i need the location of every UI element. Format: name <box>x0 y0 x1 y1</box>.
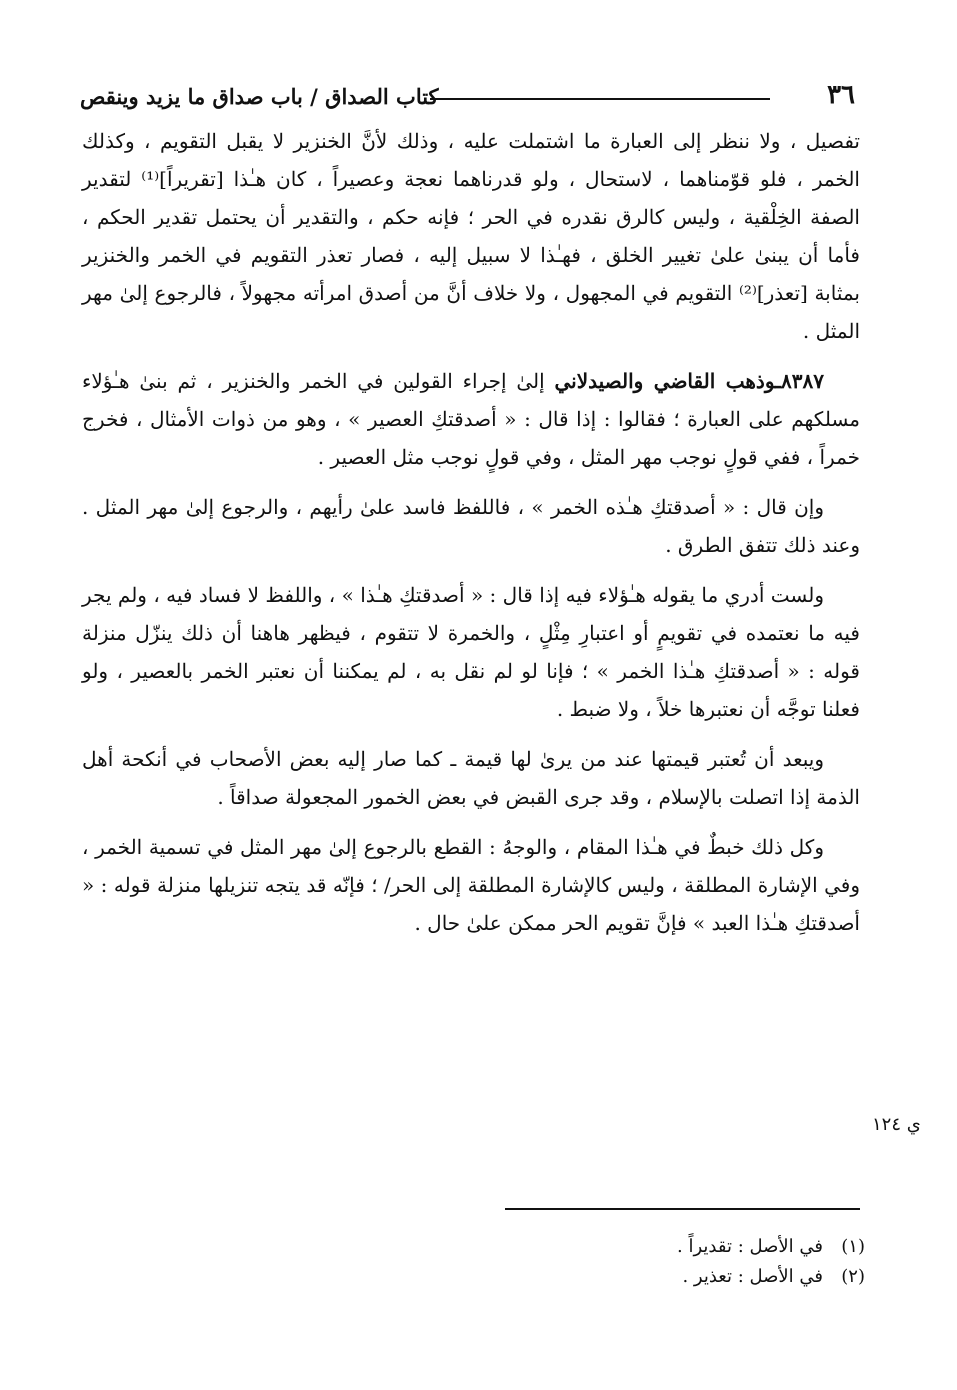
paragraph-lead: وذهب القاضي والصيدلاني <box>554 369 776 393</box>
paragraph-text: ويبعد أن تُعتبر قيمتها عند من يرىٰ لها قيمة ـ كما صار إليه بعض الأصحاب في أنكحة أهل الذمة إذا اتصلت بالإسلام ، وقد جرى القبض في بعض الخمور المجعولة صداقاً . <box>82 747 860 809</box>
paragraph-text: ولست أدري ما يقوله هـٰؤلاء فيه إذا قال : « أصدقتكِ هـٰذا » ، واللفظ لا فساد فيه ، ولم يجر فيه ما نعتمده في تقويمٍ أو اعتبارِ مِثْلٍ ، والخمرة لا تتقوم ، فيظهر هاهنا أن ذلك ينزّل منزلة قوله : « أصدقتكِ هـٰذا الخمر » ؛ فإنا لو لم نقل به ، لم يمكننا أن نعتبر الخمر بالعصير ، ولو فعلنا توجَّه أن نعتبرها خلاً ، ولا ضبط . <box>82 583 860 721</box>
paragraph-2 <box>82 362 860 476</box>
manuscript-folio-note: ي ١٢٤ <box>872 1114 921 1135</box>
header-rule <box>430 98 770 100</box>
footnote-rule <box>505 1208 860 1210</box>
paragraph-3 <box>82 488 860 564</box>
footnote-mark: (١) <box>841 1236 865 1257</box>
paragraph-5 <box>82 740 860 816</box>
paragraph-text: إلىٰ إجراء القولين في الخمر والخنزير ، ثم بنىٰ هـٰؤلاء مسلكهم على العبارة ؛ فقالوا : إذا قال : « أصدقتكِ العصير » ، وهو من ذوات الأمثال ، فخرج خمراً ، ففي قولٍ نوجب مهر المثل ، وفي قولٍ نوجب مثل العصير . <box>82 369 860 469</box>
footnote-1 <box>400 1232 865 1262</box>
running-title: كتاب الصداق / باب صداق ما يزيد وينقص <box>80 84 439 109</box>
page-header <box>80 78 855 118</box>
paragraph-text: تفصيل ، ولا ننظر إلى العبارة ما اشتملت عليه ، وذلك لأنَّ الخنزير لا يقبل التقويم ، وكذلك الخمر ، فلو قوّمناهما ، لاستحال ، ولو قدرناهما نعجة وعصيراً ، كان هـٰذا [تقريراً]⁽¹⁾ لتقدير الصفة الخِلْقية ، وليس كالرق نقدره في الحر ؛ فإنه حكم ، والتقدير أن يحتمل تقدير الحكم ، فأما أن يبنىٰ علىٰ تغيير الخلق ، فهـٰذا لا سبيل إليه ، فصار تعذر التقويم في الخمر والخنزير بمثابة [تعذر]⁽²⁾ التقويم في المجهول ، ولا خلاف أنَّ من أصدق امرأته مجهولاً ، فالرجوع إلىٰ مهر المثل . <box>82 129 860 343</box>
footnote-text: في الأصل : تقديراً . <box>677 1236 823 1257</box>
paragraph-1 <box>82 122 860 350</box>
paragraph-6 <box>82 828 860 942</box>
paragraph-text: وإن قال : « أصدقتكِ هـٰذه الخمر » ، فاللفظ فاسد علىٰ رأيهم ، والرجوع إلىٰ مهر المثل . وعند ذلك تتفق الطرق . <box>82 495 860 557</box>
footnote-2 <box>400 1262 865 1292</box>
footnote-text: في الأصل : تعذير . <box>682 1266 823 1287</box>
footnotes <box>400 1232 865 1292</box>
paragraph-text: وكل ذلك خبطٌ في هـٰذا المقام ، والوجهُ : القطع بالرجوع إلىٰ مهر المثل في تسمية الخمر ، وفي الإشارة المطلقة ، وليس كالإشارة المطلقة إلى الحر/ ؛ فإنّه قد يتجه تنزيلها منزلة قوله : « أصدقتكِ هـٰذا العبد » فإنَّ تقويم الحر ممكن علىٰ حال . <box>82 835 860 935</box>
page-number: ٣٦ <box>827 80 855 110</box>
section-number: ٨٣٨٧ـ <box>775 369 824 393</box>
footnote-mark: (٢) <box>841 1266 865 1287</box>
main-text <box>82 122 860 954</box>
paragraph-4 <box>82 576 860 728</box>
